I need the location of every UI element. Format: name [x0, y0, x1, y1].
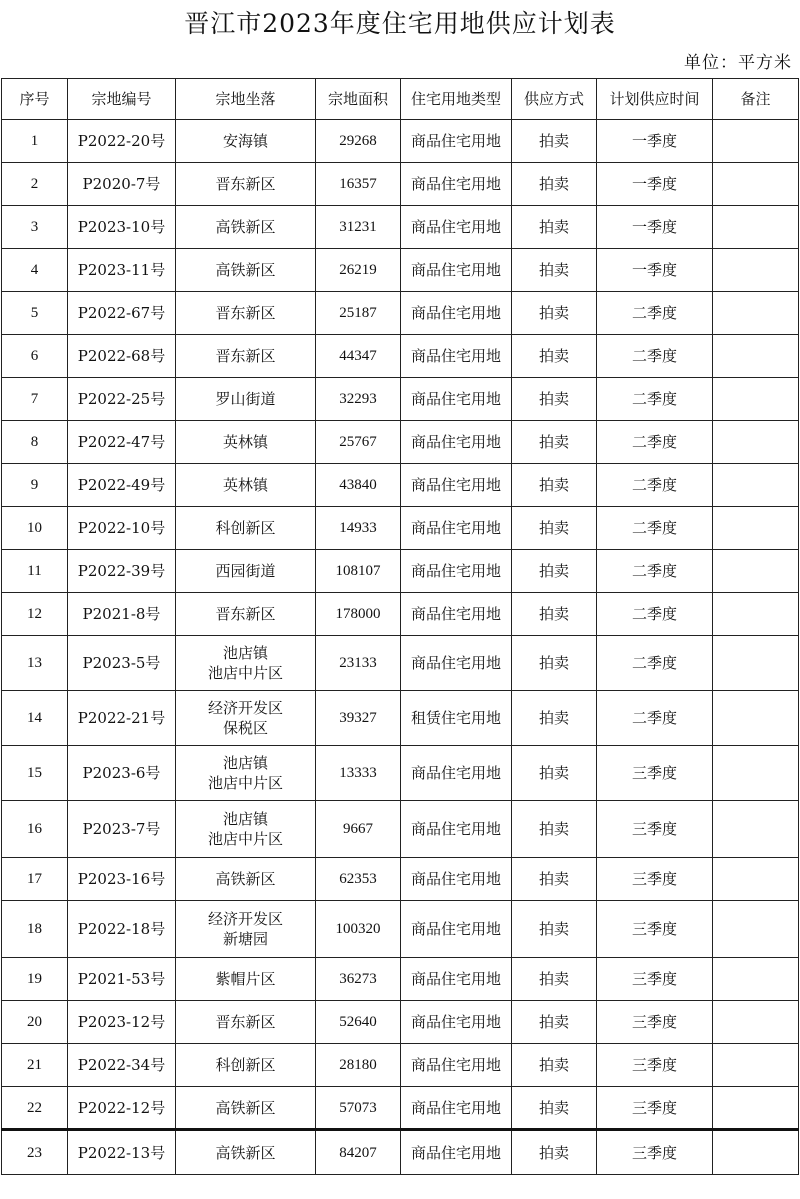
cell-note	[713, 1044, 799, 1087]
table-row	[2, 801, 799, 858]
cell-seq: 6	[2, 335, 68, 378]
supply-plan-table	[1, 78, 799, 1175]
cell-time: 二季度	[597, 464, 713, 507]
cell-time: 一季度	[597, 249, 713, 292]
table-row	[2, 858, 799, 901]
header-time: 计划供应时间	[597, 79, 713, 120]
table-row	[2, 901, 799, 958]
location-line: 罗山街道	[215, 390, 276, 408]
cell-location	[176, 746, 316, 801]
cell-note	[713, 1087, 799, 1130]
table-row	[2, 163, 799, 206]
cell-location	[176, 958, 316, 1001]
cell-type: 商品住宅用地	[401, 958, 512, 1001]
cell-method: 拍卖	[512, 206, 597, 249]
cell-area: 13333	[316, 746, 401, 801]
cell-type: 租赁住宅用地	[401, 691, 512, 746]
cell-area: 57073	[316, 1087, 401, 1130]
cell-time: 二季度	[597, 691, 713, 746]
cell-time: 三季度	[597, 801, 713, 858]
cell-code: P2022-12号	[68, 1087, 176, 1130]
location-line: 英林镇	[222, 433, 268, 451]
table-row	[2, 378, 799, 421]
cell-location	[176, 1130, 316, 1175]
cell-time: 三季度	[597, 1130, 713, 1175]
cell-type: 商品住宅用地	[401, 1044, 512, 1087]
cell-area: 32293	[316, 378, 401, 421]
cell-method: 拍卖	[512, 249, 597, 292]
cell-type: 商品住宅用地	[401, 378, 512, 421]
table-row	[2, 1044, 799, 1087]
table-row	[2, 206, 799, 249]
cell-note	[713, 1001, 799, 1044]
location-line: 池店镇	[222, 754, 268, 772]
location-line: 高铁新区	[215, 218, 276, 236]
cell-area: 26219	[316, 249, 401, 292]
cell-type: 商品住宅用地	[401, 163, 512, 206]
cell-note	[713, 206, 799, 249]
location-line: 经济开发区	[207, 910, 283, 928]
cell-time: 一季度	[597, 206, 713, 249]
cell-time: 三季度	[597, 1087, 713, 1130]
cell-note	[713, 801, 799, 858]
cell-note	[713, 378, 799, 421]
cell-seq: 2	[2, 163, 68, 206]
cell-method: 拍卖	[512, 163, 597, 206]
cell-method: 拍卖	[512, 378, 597, 421]
unit-label: 单位：平方米	[684, 53, 792, 73]
cell-time: 三季度	[597, 1044, 713, 1087]
cell-code: P2022-39号	[68, 550, 176, 593]
cell-area: 84207	[316, 1130, 401, 1175]
table-row	[2, 691, 799, 746]
header-type: 住宅用地类型	[401, 79, 512, 120]
cell-seq: 20	[2, 1001, 68, 1044]
cell-time: 二季度	[597, 421, 713, 464]
cell-location	[176, 593, 316, 636]
location-subline: 池店中片区	[207, 664, 283, 682]
cell-area: 25767	[316, 421, 401, 464]
cell-note	[713, 335, 799, 378]
cell-seq: 4	[2, 249, 68, 292]
cell-time: 三季度	[597, 901, 713, 958]
table-row	[2, 421, 799, 464]
cell-method: 拍卖	[512, 858, 597, 901]
cell-code: P2023-16号	[68, 858, 176, 901]
location-line: 池店镇	[222, 644, 268, 662]
cell-area: 43840	[316, 464, 401, 507]
cell-location	[176, 858, 316, 901]
cell-type: 商品住宅用地	[401, 120, 512, 163]
cell-method: 拍卖	[512, 550, 597, 593]
cell-type: 商品住宅用地	[401, 1087, 512, 1130]
cell-seq: 21	[2, 1044, 68, 1087]
cell-seq: 15	[2, 746, 68, 801]
table-row	[2, 335, 799, 378]
cell-note	[713, 550, 799, 593]
cell-seq: 5	[2, 292, 68, 335]
location-line: 经济开发区	[207, 699, 283, 717]
header-location: 宗地坐落	[176, 79, 316, 120]
cell-location	[176, 801, 316, 858]
location-line: 科创新区	[215, 1056, 276, 1074]
cell-area: 29268	[316, 120, 401, 163]
cell-method: 拍卖	[512, 958, 597, 1001]
cell-code: P2021-8号	[68, 593, 176, 636]
cell-location	[176, 1001, 316, 1044]
cell-code: P2022-67号	[68, 292, 176, 335]
cell-seq: 7	[2, 378, 68, 421]
cell-note	[713, 901, 799, 958]
cell-type: 商品住宅用地	[401, 335, 512, 378]
cell-method: 拍卖	[512, 335, 597, 378]
cell-seq: 1	[2, 120, 68, 163]
location-line: 晋东新区	[215, 347, 276, 365]
cell-location	[176, 335, 316, 378]
cell-area: 23133	[316, 636, 401, 691]
cell-code: P2022-68号	[68, 335, 176, 378]
cell-note	[713, 636, 799, 691]
location-subline: 保税区	[222, 719, 268, 737]
cell-code: P2022-13号	[68, 1130, 176, 1175]
cell-note	[713, 163, 799, 206]
cell-type: 商品住宅用地	[401, 858, 512, 901]
cell-location	[176, 901, 316, 958]
cell-time: 二季度	[597, 550, 713, 593]
cell-time: 二季度	[597, 636, 713, 691]
cell-type: 商品住宅用地	[401, 801, 512, 858]
location-subline: 新塘园	[222, 930, 268, 948]
table-row	[2, 120, 799, 163]
cell-method: 拍卖	[512, 1044, 597, 1087]
cell-type: 商品住宅用地	[401, 746, 512, 801]
cell-time: 三季度	[597, 858, 713, 901]
cell-note	[713, 507, 799, 550]
cell-code: P2021-53号	[68, 958, 176, 1001]
location-subline: 池店中片区	[207, 830, 283, 848]
cell-type: 商品住宅用地	[401, 593, 512, 636]
cell-note	[713, 292, 799, 335]
cell-area: 62353	[316, 858, 401, 901]
location-line: 安海镇	[222, 132, 268, 150]
cell-area: 25187	[316, 292, 401, 335]
location-line: 高铁新区	[215, 1143, 276, 1162]
location-line: 晋东新区	[215, 1013, 276, 1031]
cell-code: P2022-21号	[68, 691, 176, 746]
header-method: 供应方式	[512, 79, 597, 120]
cell-location	[176, 206, 316, 249]
location-line: 晋东新区	[215, 304, 276, 322]
cell-seq: 22	[2, 1087, 68, 1130]
cell-type: 商品住宅用地	[401, 901, 512, 958]
cell-area: 178000	[316, 593, 401, 636]
cell-method: 拍卖	[512, 1087, 597, 1130]
cell-code: P2020-7号	[68, 163, 176, 206]
cell-area: 52640	[316, 1001, 401, 1044]
table-row	[2, 249, 799, 292]
cell-code: P2023-10号	[68, 206, 176, 249]
cell-type: 商品住宅用地	[401, 550, 512, 593]
location-line: 高铁新区	[215, 1098, 276, 1117]
header-seq: 序号	[2, 79, 68, 120]
table-row	[2, 550, 799, 593]
location-line: 高铁新区	[215, 261, 276, 279]
cell-area: 36273	[316, 958, 401, 1001]
cell-type: 商品住宅用地	[401, 636, 512, 691]
cell-method: 拍卖	[512, 691, 597, 746]
cell-code: P2022-20号	[68, 120, 176, 163]
cell-code: P2022-18号	[68, 901, 176, 958]
location-line: 紫帽片区	[215, 970, 276, 988]
cell-note	[713, 958, 799, 1001]
cell-location	[176, 1044, 316, 1087]
table-row	[2, 1130, 799, 1175]
cell-seq: 12	[2, 593, 68, 636]
cell-time: 二季度	[597, 378, 713, 421]
cell-time: 三季度	[597, 1001, 713, 1044]
cell-note	[713, 120, 799, 163]
cell-method: 拍卖	[512, 464, 597, 507]
table-row	[2, 1001, 799, 1044]
cell-type: 商品住宅用地	[401, 421, 512, 464]
cell-location	[176, 249, 316, 292]
cell-time: 二季度	[597, 335, 713, 378]
cell-location	[176, 550, 316, 593]
cell-seq: 17	[2, 858, 68, 901]
cell-method: 拍卖	[512, 593, 597, 636]
cell-seq: 10	[2, 507, 68, 550]
cell-code: P2023-5号	[68, 636, 176, 691]
cell-type: 商品住宅用地	[401, 1130, 512, 1175]
cell-area: 39327	[316, 691, 401, 746]
cell-method: 拍卖	[512, 507, 597, 550]
cell-method: 拍卖	[512, 120, 597, 163]
cell-code: P2023-12号	[68, 1001, 176, 1044]
cell-note	[713, 746, 799, 801]
header-code: 宗地编号	[68, 79, 176, 120]
cell-area: 28180	[316, 1044, 401, 1087]
location-line: 晋东新区	[215, 175, 276, 193]
cell-seq: 3	[2, 206, 68, 249]
cell-area: 16357	[316, 163, 401, 206]
cell-method: 拍卖	[512, 636, 597, 691]
cell-note	[713, 421, 799, 464]
cell-seq: 16	[2, 801, 68, 858]
cell-location	[176, 636, 316, 691]
cell-seq: 13	[2, 636, 68, 691]
document-title: 晋江市2023年度住宅用地供应计划表	[184, 9, 616, 38]
cell-method: 拍卖	[512, 421, 597, 464]
location-subline: 池店中片区	[207, 774, 283, 792]
cell-method: 拍卖	[512, 1130, 597, 1175]
table-row	[2, 292, 799, 335]
cell-location	[176, 378, 316, 421]
cell-code: P2022-10号	[68, 507, 176, 550]
cell-note	[713, 464, 799, 507]
cell-seq: 23	[2, 1130, 68, 1175]
cell-code: P2022-25号	[68, 378, 176, 421]
cell-location	[176, 507, 316, 550]
cell-location	[176, 1087, 316, 1130]
cell-type: 商品住宅用地	[401, 292, 512, 335]
cell-area: 14933	[316, 507, 401, 550]
cell-code: P2023-7号	[68, 801, 176, 858]
cell-location	[176, 691, 316, 746]
table-row	[2, 507, 799, 550]
location-line: 晋东新区	[215, 605, 276, 623]
table-header-row	[2, 79, 799, 120]
cell-method: 拍卖	[512, 801, 597, 858]
cell-code: P2023-6号	[68, 746, 176, 801]
cell-seq: 14	[2, 691, 68, 746]
cell-location	[176, 163, 316, 206]
table-row	[2, 464, 799, 507]
cell-code: P2022-49号	[68, 464, 176, 507]
cell-method: 拍卖	[512, 292, 597, 335]
location-line: 高铁新区	[215, 870, 276, 888]
table-row	[2, 593, 799, 636]
cell-time: 二季度	[597, 292, 713, 335]
cell-time: 二季度	[597, 593, 713, 636]
cell-note	[713, 249, 799, 292]
cell-note	[713, 691, 799, 746]
header-note: 备注	[713, 79, 799, 120]
cell-method: 拍卖	[512, 746, 597, 801]
cell-type: 商品住宅用地	[401, 1001, 512, 1044]
location-line: 池店镇	[222, 810, 268, 828]
cell-location	[176, 464, 316, 507]
cell-location	[176, 421, 316, 464]
cell-time: 一季度	[597, 120, 713, 163]
cell-type: 商品住宅用地	[401, 206, 512, 249]
cell-type: 商品住宅用地	[401, 464, 512, 507]
cell-method: 拍卖	[512, 1001, 597, 1044]
cell-seq: 8	[2, 421, 68, 464]
cell-seq: 9	[2, 464, 68, 507]
cell-seq: 18	[2, 901, 68, 958]
header-area: 宗地面积	[316, 79, 401, 120]
location-line: 英林镇	[222, 476, 268, 494]
cell-time: 二季度	[597, 507, 713, 550]
cell-type: 商品住宅用地	[401, 249, 512, 292]
cell-code: P2022-47号	[68, 421, 176, 464]
cell-time: 三季度	[597, 746, 713, 801]
cell-type: 商品住宅用地	[401, 507, 512, 550]
cell-note	[713, 593, 799, 636]
cell-method: 拍卖	[512, 901, 597, 958]
cell-area: 108107	[316, 550, 401, 593]
table-row	[2, 636, 799, 691]
cell-note	[713, 858, 799, 901]
location-line: 西园街道	[215, 562, 276, 580]
cell-code: P2022-34号	[68, 1044, 176, 1087]
cell-code: P2023-11号	[68, 249, 176, 292]
cell-area: 9667	[316, 801, 401, 858]
table-row	[2, 1087, 799, 1130]
cell-area: 44347	[316, 335, 401, 378]
location-line: 科创新区	[215, 519, 276, 537]
cell-area: 100320	[316, 901, 401, 958]
cell-seq: 11	[2, 550, 68, 593]
cell-location	[176, 120, 316, 163]
cell-location	[176, 292, 316, 335]
cell-time: 三季度	[597, 958, 713, 1001]
cell-area: 31231	[316, 206, 401, 249]
cell-time: 一季度	[597, 163, 713, 206]
table-row	[2, 746, 799, 801]
cell-seq: 19	[2, 958, 68, 1001]
cell-note	[713, 1130, 799, 1175]
table-row	[2, 958, 799, 1001]
table-body	[2, 120, 799, 1175]
